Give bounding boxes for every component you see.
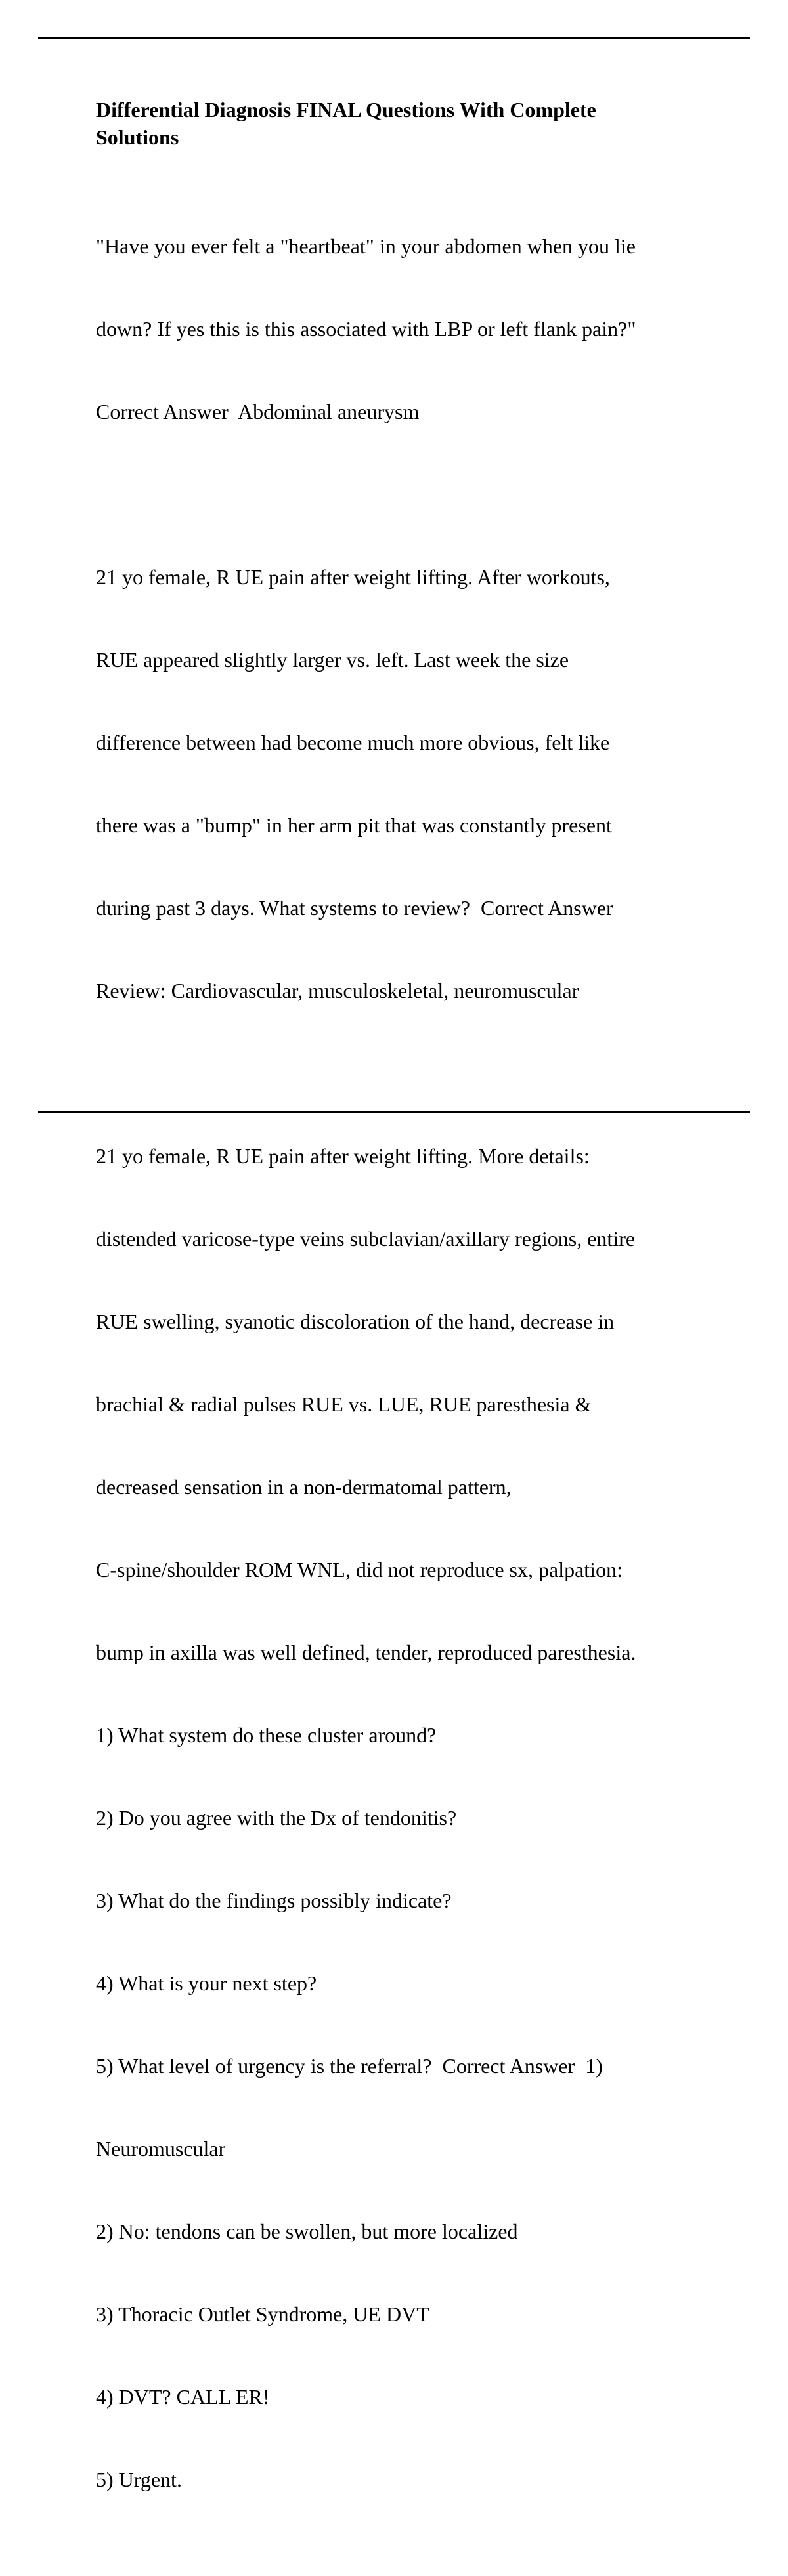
text-line: RUE appeared slightly larger vs. left. Last week the size: [96, 648, 569, 672]
text-line: 2) Do you agree with the Dx of tendonitis?: [96, 1806, 457, 1830]
bottom-rule: [38, 1111, 750, 1113]
text-line: brachial & radial pulses RUE vs. LUE, RUE paresthesia &: [96, 1392, 592, 1416]
question-thoracic-outlet: [96, 1087, 726, 2548]
text-line: down? If yes this is this associated with LBP or left flank pain?": [96, 317, 636, 341]
top-rule: [38, 37, 750, 39]
text-line: 4) What is your next step?: [96, 1971, 317, 1995]
text-line: 2) No: tendons can be swollen, but more localized: [96, 2220, 518, 2243]
text-line: bump in axilla was well defined, tender, reproduced paresthesia.: [96, 1641, 636, 1664]
text-line: C-spine/shoulder ROM WNL, did not reproduce sx, palpation:: [96, 1558, 623, 1581]
question-abdominal-aneurysm: [96, 177, 726, 481]
text-line: 21 yo female, R UE pain after weight lifting. After workouts,: [96, 565, 610, 589]
text-line: 1) What system do these cluster around?: [96, 1723, 437, 1747]
text-line: difference between had become much more obvious, felt like: [96, 731, 610, 754]
text-line: there was a "bump" in her arm pit that was constantly present: [96, 813, 612, 837]
title-line: Differential Diagnosis FINAL Questions With Complete: [96, 98, 596, 121]
text-line: 3) Thoracic Outlet Syndrome, UE DVT: [96, 2302, 429, 2326]
document-title: [96, 96, 726, 151]
text-line: Review: Cardiovascular, musculoskeletal, neuromuscular: [96, 979, 579, 1002]
text-line: during past 3 days. What systems to review? Correct Answer: [96, 896, 613, 920]
text-line: 21 yo female, R UE pain after weight lifting. More details:: [96, 1144, 590, 1168]
text-line: 4) DVT? CALL ER!: [96, 2385, 270, 2409]
text-line: "Have you ever felt a "heartbeat" in your abdomen when you lie: [96, 234, 636, 258]
text-line: RUE swelling, syanotic discoloration of the hand, decrease in: [96, 1310, 615, 1333]
text-line: distended varicose-type veins subclavian/axillary regions, entire: [96, 1227, 636, 1251]
text-line: 3) What do the findings possibly indicate?: [96, 1889, 452, 1912]
text-line: 5) Urgent.: [96, 2468, 182, 2491]
title-line: Solutions: [96, 125, 179, 149]
question-systems-review: [96, 508, 726, 1060]
text-line: Neuromuscular: [96, 2137, 226, 2160]
text-line: 5) What level of urgency is the referral? Correct Answer 1): [96, 2054, 603, 2078]
text-line: Correct Answer Abdominal aneurysm: [96, 400, 420, 423]
text-line: decreased sensation in a non-dermatomal pattern,: [96, 1475, 512, 1499]
document-body: [96, 96, 726, 2576]
